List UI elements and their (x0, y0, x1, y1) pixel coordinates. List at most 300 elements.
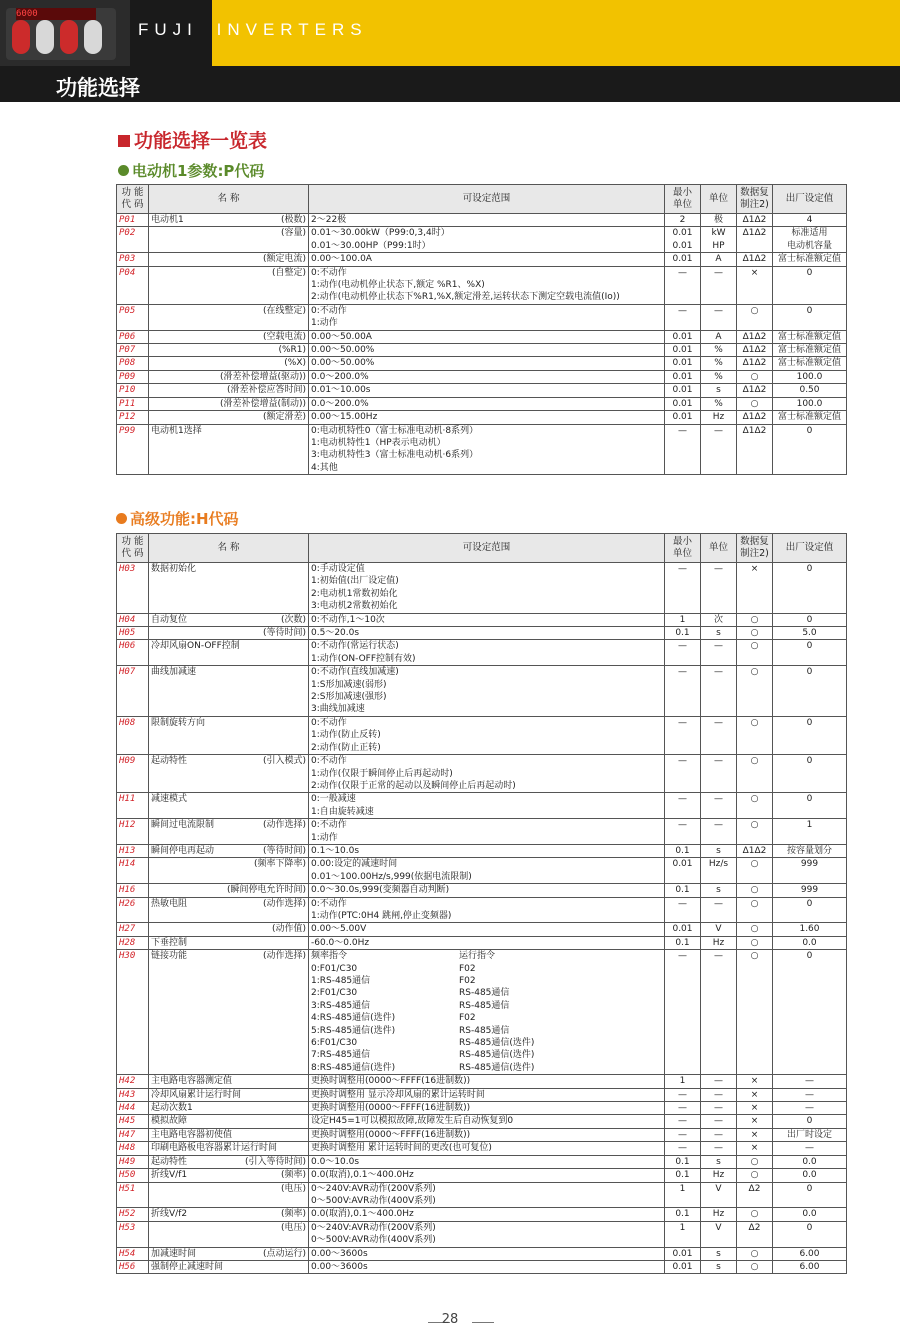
data-copy: Δ1Δ2 (737, 227, 773, 253)
data-copy: Δ1Δ2 (737, 357, 773, 370)
table-row (117, 923, 847, 936)
unit (701, 411, 737, 424)
function-name (149, 266, 309, 304)
keypad-lcd: 6000 (16, 8, 96, 20)
default-value-line: 100.0 (796, 398, 823, 409)
function-sub-name: (瞬间停电允许时间) (226, 885, 306, 896)
unit (701, 304, 737, 330)
setting-range-line: 3:电动机2常数初始化 (311, 601, 398, 612)
function-name (149, 793, 309, 819)
min-unit-line: 0.1 (675, 1209, 690, 1220)
function-name-text: 链接功能 (151, 951, 188, 962)
min-unit-line: 1 (679, 1183, 686, 1194)
function-code: P08 (117, 357, 149, 370)
data-copy: × (737, 1142, 773, 1155)
range-freq: 6:F01/C30 (311, 1038, 358, 1049)
default-value-line: 0 (806, 564, 813, 574)
min-unit-line: 1 (679, 1222, 686, 1233)
default-value (773, 1155, 847, 1168)
table-header-row (117, 185, 847, 214)
unit (701, 716, 737, 754)
function-name-text: 减速模式 (151, 794, 188, 805)
data-copy: Δ1Δ2 (737, 844, 773, 857)
function-sub-name: (频率) (280, 1209, 306, 1220)
min-unit (665, 936, 701, 949)
default-value-line: 0 (806, 951, 813, 962)
unit-line: — (714, 564, 723, 574)
setting-range-line: 4:其他 (311, 462, 338, 473)
unit-line: — (714, 794, 723, 805)
setting-range-line: 0.00～50.00% (311, 345, 375, 356)
data-copy: Δ1Δ2 (737, 253, 773, 266)
default-value-line: 100.0 (796, 371, 823, 382)
function-name (149, 884, 309, 897)
min-unit (665, 716, 701, 754)
header-code-line: 代 码 (121, 548, 144, 559)
default-value (773, 384, 847, 397)
default-value (773, 950, 847, 1075)
setting-range-line: 0:不动作,1～10次 (311, 614, 385, 625)
setting-range-line: 更换时调整用(0000～FFFF(16进制数)) (311, 1076, 471, 1087)
function-name-text: 加减速时间 (151, 1248, 197, 1259)
function-name-text: 起动特性 (151, 756, 188, 767)
data-copy: ○ (737, 370, 773, 383)
unit (701, 1128, 737, 1141)
unit-line: % (714, 371, 723, 382)
min-unit-line: — (678, 820, 687, 831)
function-name (149, 384, 309, 397)
table-row (117, 1142, 847, 1155)
min-unit (665, 1142, 701, 1155)
unit-line: s (716, 1248, 721, 1259)
unit (701, 936, 737, 949)
function-code: H28 (117, 936, 149, 949)
default-value (773, 858, 847, 884)
table-row (117, 266, 847, 304)
setting-range-line: 0.5～20.0s (311, 628, 360, 639)
keypad-photo (0, 0, 130, 66)
setting-range (309, 1169, 665, 1182)
keypad-image (6, 8, 116, 60)
setting-range-line (311, 1062, 662, 1074)
default-value (773, 1142, 847, 1155)
function-name-text: 起动特性 (151, 1156, 188, 1167)
unit (701, 793, 737, 819)
header-min-unit-line: 单位 (672, 548, 692, 559)
function-name-text: 限制旋转方向 (151, 717, 206, 728)
setting-range (309, 304, 665, 330)
header-name-line: 名 称 (217, 193, 240, 204)
header-min-unit-line: 最小 (672, 536, 692, 547)
function-code: H26 (117, 897, 149, 923)
default-value (773, 897, 847, 923)
min-unit-line: 0.01 (672, 924, 693, 935)
function-sub-name: (滑差补偿增益(制动)) (219, 398, 306, 409)
setting-range-line: 0.00:设定的减速时间 (311, 859, 398, 870)
setting-range-line: 3:电动机特性3（富士标准电动机·6系列） (311, 450, 479, 461)
h-code-table (116, 533, 847, 1274)
data-copy: ○ (737, 613, 773, 626)
unit-line: Hz (712, 1209, 725, 1220)
unit-line: s (716, 845, 721, 856)
unit-line: HP (712, 240, 725, 251)
default-value-line: 0 (806, 898, 813, 909)
table-row (117, 1102, 847, 1115)
setting-range-line: 3:曲线加减速 (311, 704, 365, 715)
range-run: F02 (459, 963, 476, 974)
setting-range (309, 424, 665, 475)
min-unit (665, 1169, 701, 1182)
data-copy: ○ (737, 304, 773, 330)
unit (701, 563, 737, 614)
data-copy: ○ (737, 666, 773, 717)
function-name-text: 主电路电容器测定值 (151, 1076, 233, 1087)
setting-range (309, 1247, 665, 1260)
min-unit (665, 1128, 701, 1141)
table-row (117, 1208, 847, 1221)
min-unit (665, 1102, 701, 1115)
setting-range-line (311, 1025, 662, 1037)
data-copy: ○ (737, 858, 773, 884)
min-unit-line: — (678, 756, 687, 767)
setting-range (309, 1260, 665, 1273)
min-unit (665, 397, 701, 410)
unit (701, 1247, 737, 1260)
min-unit-line: — (678, 641, 687, 652)
min-unit (665, 1247, 701, 1260)
min-unit (665, 884, 701, 897)
setting-range (309, 858, 665, 884)
function-name-text: 下垂控制 (151, 937, 188, 948)
function-name (149, 1169, 309, 1182)
range-freq: 2:F01/C30 (311, 988, 358, 999)
min-unit (665, 344, 701, 357)
setting-range-line: 0:不动作 (311, 898, 347, 909)
function-name (149, 1208, 309, 1221)
function-code: P10 (117, 384, 149, 397)
table-row (117, 1260, 847, 1273)
data-copy: × (737, 1115, 773, 1128)
function-name (149, 1142, 309, 1155)
function-code: H08 (117, 716, 149, 754)
default-value-line: 0 (806, 425, 813, 436)
setting-range-line: 0.0(取消),0.1～400.0Hz (311, 1209, 414, 1220)
setting-range-line: 0.00～5.00V (311, 924, 367, 935)
header-data-copy (737, 534, 773, 563)
function-code: H07 (117, 666, 149, 717)
setting-range (309, 1142, 665, 1155)
function-code: H56 (117, 1260, 149, 1273)
setting-range-line: 1:动作 (311, 318, 338, 329)
table-row (117, 1115, 847, 1128)
function-name (149, 923, 309, 936)
default-value (773, 266, 847, 304)
default-value-line: — (805, 1089, 814, 1100)
header-data-copy-line: 制注2) (740, 548, 769, 559)
function-name-text: 热敏电阻 (151, 898, 188, 909)
function-name (149, 950, 309, 1075)
min-unit-line: — (678, 1129, 687, 1140)
min-unit (665, 1221, 701, 1247)
unit-line: — (714, 1129, 723, 1140)
function-name (149, 563, 309, 614)
default-value-line: 0.0 (802, 1156, 817, 1167)
function-code: H50 (117, 1169, 149, 1182)
setting-range (309, 844, 665, 857)
min-unit (665, 1182, 701, 1208)
setting-range (309, 1075, 665, 1088)
unit-line: Hz (712, 412, 725, 423)
setting-range (309, 397, 665, 410)
unit (701, 884, 737, 897)
min-unit-line: 1 (679, 1076, 686, 1087)
setting-range-line (311, 987, 662, 999)
setting-range-line: 1:动作(仅限于瞬间停止后再起动时) (311, 768, 453, 779)
table-row (117, 411, 847, 424)
unit-line: V (715, 1183, 722, 1194)
min-unit-line: 0.01 (672, 228, 693, 239)
unit-line: — (714, 305, 723, 316)
data-copy: ○ (737, 793, 773, 819)
function-name (149, 1221, 309, 1247)
header-data-copy-line: 数据复 (740, 187, 769, 198)
min-unit (665, 950, 701, 1075)
header-unit (701, 534, 737, 563)
setting-range (309, 214, 665, 227)
setting-range-line (311, 1000, 662, 1012)
data-copy: Δ2 (737, 1221, 773, 1247)
default-value (773, 923, 847, 936)
unit-line: — (714, 1089, 723, 1100)
default-value-line: 0.0 (802, 1209, 817, 1220)
table-row (117, 793, 847, 819)
min-unit-line: 0.01 (672, 1261, 693, 1272)
default-value-line: 标准适用 (791, 228, 828, 239)
min-unit-line: — (678, 667, 687, 678)
table-row (117, 755, 847, 793)
unit (701, 640, 737, 666)
header-unit-line: 单位 (708, 193, 728, 204)
setting-range-line: 1:动作(防止反转) (311, 730, 381, 741)
min-unit (665, 411, 701, 424)
header-min-unit (665, 185, 701, 214)
min-unit-line: 0.01 (672, 345, 693, 356)
data-copy: × (737, 1075, 773, 1088)
function-name (149, 936, 309, 949)
min-unit (665, 563, 701, 614)
function-name (149, 844, 309, 857)
default-value-line: 0 (806, 641, 813, 652)
setting-range (309, 411, 665, 424)
setting-range-line: 更换时调整用(0000～FFFF(16进制数)) (311, 1129, 471, 1140)
default-value-line: 999 (800, 859, 819, 870)
range-run: RS-485通信(选件) (459, 1050, 535, 1061)
header-data-copy (737, 185, 773, 214)
min-unit-line: — (678, 951, 687, 962)
unit (701, 344, 737, 357)
unit-line: — (714, 425, 723, 436)
setting-range-line (311, 1037, 662, 1049)
function-code: P06 (117, 330, 149, 343)
default-value (773, 1128, 847, 1141)
top-banner (0, 0, 900, 66)
setting-range-line: 0.00～15.00Hz (311, 412, 378, 423)
function-name (149, 627, 309, 640)
range-run: RS-485通信(选件) (459, 1062, 535, 1073)
function-name-text: 自动复位 (151, 614, 188, 625)
min-unit-line: — (678, 1116, 687, 1127)
default-value-line: — (805, 1103, 814, 1114)
unit-line: s (716, 385, 721, 396)
setting-range (309, 755, 665, 793)
function-code: H51 (117, 1182, 149, 1208)
function-code: H12 (117, 819, 149, 845)
function-name (149, 344, 309, 357)
function-sub-name: (频率) (280, 1170, 306, 1181)
min-unit (665, 923, 701, 936)
range-run: 运行指令 (459, 951, 496, 962)
min-unit (665, 666, 701, 717)
function-sub-name: (动作选择) (262, 951, 306, 962)
unit (701, 627, 737, 640)
min-unit (665, 793, 701, 819)
setting-range (309, 344, 665, 357)
min-unit-line: 1 (679, 614, 686, 625)
function-code: P04 (117, 266, 149, 304)
header-default (773, 534, 847, 563)
min-unit-line: 0.01 (672, 358, 693, 369)
default-value (773, 755, 847, 793)
function-name (149, 716, 309, 754)
min-unit-line: 0.01 (672, 371, 693, 382)
function-name (149, 214, 309, 227)
function-code: H53 (117, 1221, 149, 1247)
setting-range-line: 0.00～100.0A (311, 254, 372, 265)
unit (701, 1142, 737, 1155)
setting-range-line (311, 1012, 662, 1024)
table-row (117, 627, 847, 640)
data-copy: ○ (737, 640, 773, 666)
function-code: P07 (117, 344, 149, 357)
data-copy: ○ (737, 884, 773, 897)
header-code-line: 功 能 (121, 536, 144, 547)
setting-range-line: 0～240V:AVR动作(200V系列) (311, 1183, 436, 1194)
unit-line: — (714, 1076, 723, 1087)
unit-line: s (716, 1156, 721, 1167)
range-run: RS-485通信 (459, 1000, 510, 1011)
setting-range (309, 627, 665, 640)
unit-line: 极 (713, 215, 723, 225)
setting-range-line: 1:动作(PTC:0H4 跳闸,停止变频器) (311, 910, 452, 921)
function-code: H47 (117, 1128, 149, 1141)
setting-range-line: 0.01～30.00HP（P99:1时） (311, 240, 431, 251)
default-value (773, 640, 847, 666)
function-code: H05 (117, 627, 149, 640)
default-value-line: 4 (806, 215, 813, 225)
default-value (773, 227, 847, 253)
function-code: H11 (117, 793, 149, 819)
page-title: 功能选择 (56, 76, 140, 100)
header-code-line: 代 码 (121, 199, 144, 210)
setting-range (309, 227, 665, 253)
min-unit (665, 330, 701, 343)
min-unit (665, 1155, 701, 1168)
function-name (149, 819, 309, 845)
unit (701, 819, 737, 845)
data-copy: Δ2 (737, 1182, 773, 1208)
min-unit (665, 897, 701, 923)
unit-line: — (714, 667, 723, 678)
min-unit (665, 266, 701, 304)
unit-line: Hz (712, 937, 725, 948)
setting-range-line: 1:自由旋转减速 (311, 806, 374, 817)
function-name (149, 755, 309, 793)
function-name-text: 瞬间停电再起动 (151, 845, 215, 856)
default-value-line: 0 (806, 794, 813, 805)
min-unit-line: 0.01 (672, 412, 693, 423)
bullet-icon (116, 513, 127, 524)
setting-range (309, 266, 665, 304)
function-name (149, 1088, 309, 1101)
setting-range-line: 0:电动机特性0（富士标准电动机·8系列） (311, 425, 479, 436)
setting-range (309, 897, 665, 923)
setting-range (309, 1088, 665, 1101)
default-value (773, 1088, 847, 1101)
setting-range-line: 0.0～10.0s (311, 1156, 360, 1167)
default-value (773, 666, 847, 717)
data-copy: Δ1Δ2 (737, 344, 773, 357)
header-code (117, 185, 149, 214)
function-sub-name: (额定电流) (262, 254, 306, 265)
setting-range-line: 0:不动作(直线加减速) (311, 667, 399, 678)
setting-range (309, 936, 665, 949)
default-value-line: 0.50 (799, 385, 820, 396)
function-code: H44 (117, 1102, 149, 1115)
default-value (773, 370, 847, 383)
table-row (117, 1088, 847, 1101)
unit-line: — (714, 1143, 723, 1154)
min-unit (665, 613, 701, 626)
setting-range (309, 563, 665, 614)
table-row (117, 1128, 847, 1141)
setting-range (309, 1208, 665, 1221)
min-unit (665, 1088, 701, 1101)
unit-line: — (714, 820, 723, 831)
unit (701, 1075, 737, 1088)
default-value (773, 563, 847, 614)
setting-range-line (311, 1049, 662, 1061)
default-value (773, 1260, 847, 1273)
header-unit (701, 185, 737, 214)
unit-line: % (714, 358, 723, 369)
function-code: H49 (117, 1155, 149, 1168)
unit (701, 384, 737, 397)
min-unit-line: 0.1 (675, 845, 690, 856)
setting-range-line: 1:动作(ON-OFF控制有效) (311, 653, 416, 664)
setting-range (309, 1155, 665, 1168)
function-name (149, 1128, 309, 1141)
function-sub-name: (引入等待时间) (244, 1156, 306, 1167)
unit-line: — (714, 951, 723, 962)
function-code: P99 (117, 424, 149, 475)
setting-range-line: 1:动作(电动机停止状态下,额定 %R1、%X) (311, 280, 485, 291)
default-value-line: 6.00 (799, 1248, 820, 1259)
function-sub-name: (%R1) (278, 345, 306, 356)
function-code: P12 (117, 411, 149, 424)
setting-range-line: 1:动作 (311, 832, 338, 843)
function-code: H42 (117, 1075, 149, 1088)
data-copy: ○ (737, 716, 773, 754)
